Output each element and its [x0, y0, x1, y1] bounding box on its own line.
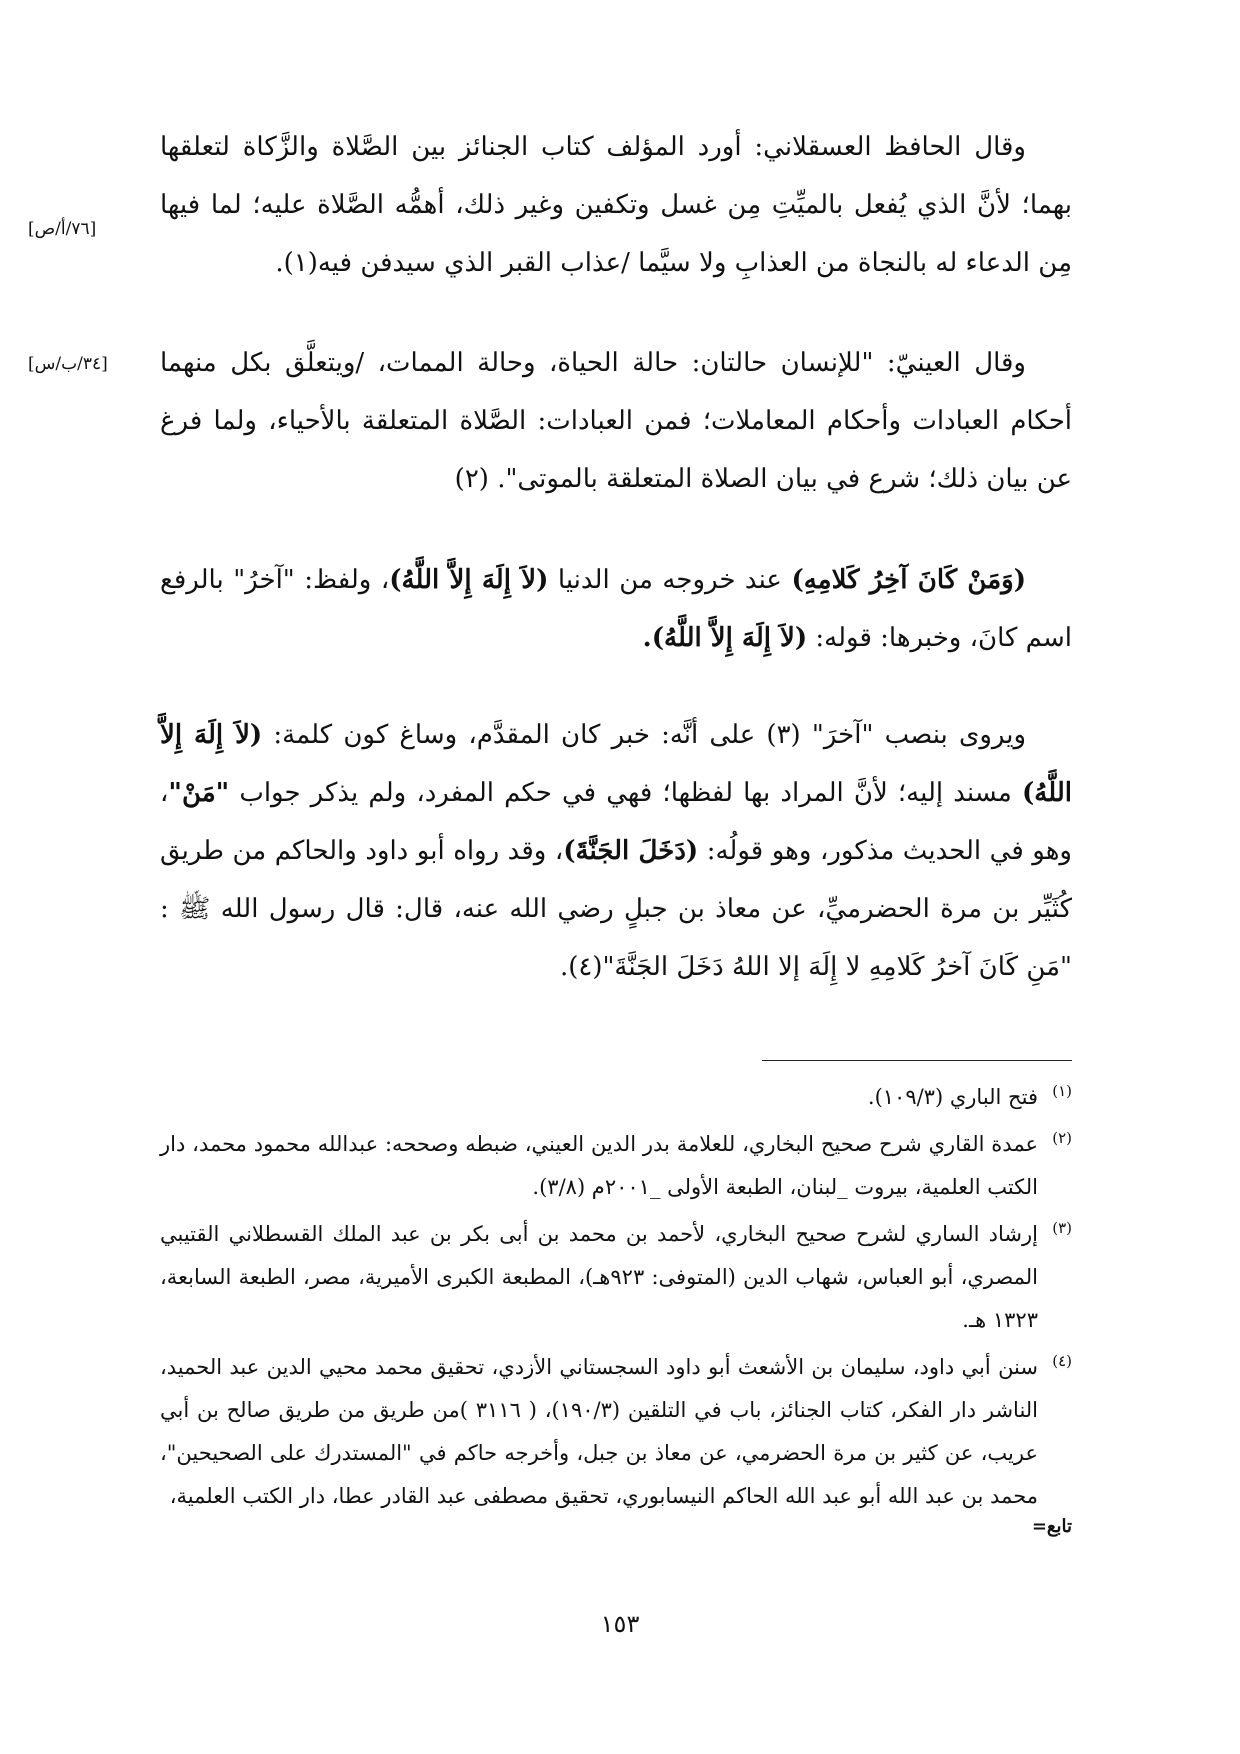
paragraph-text: ، وقد رواه أبو داود والحاكم من طريق كُثَيِّر بن مرة الحضرميِّ، عن معاذ بن جبلٍ رضي الله عنه، قال: قال رسول الله ﷺ : "مَنِ كَانَ آخرُ كَلامِهِ لا إِلَهَ إلا اللهُ دَخَلَ الجَنَّةَ"(٤).: [160, 836, 1072, 982]
footnote-text: سنن أبي داود، سليمان بن الأشعث أبو داود السجستاني الأزدي، تحقيق محمد محيي الدين عبد الحميد، الناشر دار الفكر، كتاب الجنائز، باب في التلقين (١٩٠/٣)، ( ٣١١٦ )من طريق من طريق صالح بن أبي عريب، عن كثير بن مرة الحضرمي، عن معاذ بن جبل، وأخرجه حاكم في "المستدرك على الصحيحين"، محمد بن عبد الله أبو عبد الله الحاكم النيسابوري، تحقيق مصطفى عبد القادر عطا، دار الكتب العلمية،: [160, 1355, 1039, 1508]
margin-reference-note: [٣٤/ب/س]: [28, 354, 108, 374]
paragraph-hadith-text: [160, 551, 1072, 667]
footnote-text: عمدة القاري شرح صحيح البخاري، للعلامة بدر الدين العيني، ضبطه وصححه: عبدالله محمود محمد، دار الكتب العلمية، بيروت _لبنان، الطبعة الأولى _٢٠٠١م (٣/٨).: [160, 1132, 1039, 1199]
footnote-text: إرشاد الساري لشرح صحيح البخاري، لأحمد بن محمد بن أبى بكر بن عبد الملك القسطلاني القتيبي المصري، أبو العباس، شهاب الدين (المتوفى: ٩٢٣هـ)، المطبعة الكبرى الأميرية، مصر، الطبعة السابعة، ١٣٢٣ هـ.: [160, 1222, 1038, 1332]
continued-label: تابع=: [1031, 1516, 1072, 1537]
footnote-number: (٢): [1052, 1129, 1072, 1147]
paragraph-text: ، ولفظ: "آخرُ" بالرفع اسم كانَ، وخبرها: قوله:: [160, 565, 1072, 653]
footnotes-section: [160, 1076, 1072, 1537]
footnote-number: (٣): [1052, 1219, 1072, 1237]
paradise-phrase: (دَخَلَ الجَنَّةَ): [563, 836, 699, 866]
paragraph-text: مسند إليه؛ لأنَّ المراد بها لفظها؛ فهي في حكم المفرد، ولم يذكر جواب: [229, 778, 1022, 808]
footnote-4: [160, 1346, 1072, 1518]
shahada-phrase: (لاَ إِلَهَ إِلاَّ اللَّهُ): [389, 565, 549, 595]
footnote-3: [160, 1213, 1072, 1342]
footnote-divider: [762, 1060, 1072, 1061]
paragraph-text: عند خروجه من الدنيا: [548, 565, 792, 595]
paragraph-text: ، وهو في الحديث مذكور، وهو قولُه:: [160, 778, 1072, 866]
paragraph-asqalani: وقال الحافظ العسقلاني: أورد المؤلف كتاب الجنائز بين الصَّلاة والزَّكاة لتعلقها بهما؛ لأنَّ الذي يُفعل بالميِّتِ مِن غسل وتكفين وغير ذلك، أهمُّه الصَّلاة عليه؛ لما فيها مِن الدعاء له بالنجاة من العذابِ ولا سيَّما /عذاب القبر الذي سيدفن فيه(١).: [160, 132, 1072, 278]
footnote-2: [160, 1123, 1072, 1209]
margin-reference-note: [٧٦/أ/ص]: [28, 219, 97, 239]
shahada-phrase: (لاَ إِلَهَ إِلاَّ اللَّهُ).: [642, 623, 808, 653]
man-word: "مَنْ": [168, 778, 230, 808]
shahada-phrase: (لاَ إِلَهَ إِلاَّ اللَّهُ): [160, 720, 1072, 808]
paragraph-ayni: وقال العينيّ: "للإنسان حالتان: حالة الحياة، وحالة الممات، /ويتعلَّق بكل منهما أحكام العبادات وأحكام المعاملات؛ فمن العبادات: الصَّلاة المتعلقة بالأحياء، ولما فرغ عن بيان ذلك؛ شرع في بيان الصلاة المتعلقة بالموتى". (٢): [160, 348, 1072, 494]
footnote-number: (١): [1052, 1082, 1072, 1100]
paragraph-text: ويروى بنصب "آخرَ" (٣) على أنَّه: خبر كان المقدَّم، وساغ كون كلمة:: [262, 720, 1027, 750]
footnote-text: فتح الباري (١٠٩/٣).: [867, 1085, 1038, 1109]
page-number: ١٥٣: [600, 1610, 640, 1638]
footnote-1: [160, 1076, 1072, 1119]
footnote-number: (٤): [1052, 1352, 1072, 1370]
hadith-phrase: (وَمَنْ كَانَ آخِرُ كَلامِهِ): [791, 565, 1026, 595]
paragraph-grammar-note: [160, 706, 1072, 996]
